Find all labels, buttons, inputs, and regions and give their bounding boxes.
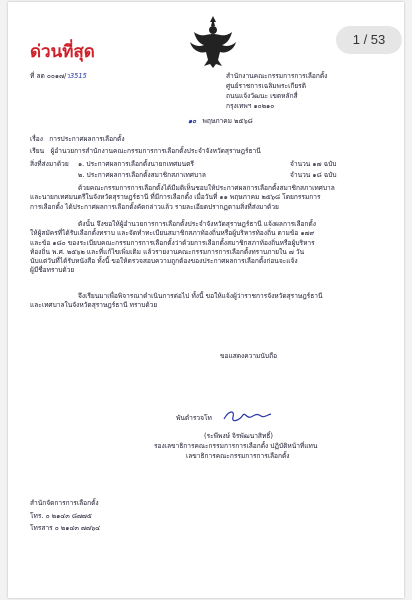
- paragraph-line: ด้วยคณะกรรมการการเลือกตั้งได้มีมติเห็นชอบให้ประกาศผลการเลือกตั้งสมาชิกสภาเทศบาล: [78, 184, 335, 192]
- paragraph-line: และนายกเทศมนตรีในจังหวัดสุราษฎร์ธานี ที่มีการเลือกตั้ง เมื่อวันที่ ๑๑ พฤษภาคม ๒๕๖๘ โดยกรรมการ: [30, 193, 321, 202]
- urgency-stamp: ด่วนที่สุด: [30, 42, 95, 62]
- signer-title-line: เลขาธิการคณะกรรมการการเลือกตั้ง: [186, 452, 290, 460]
- document-date: ๑๐ พฤษภาคม ๒๕๖๘: [188, 117, 253, 125]
- issuing-office: สำนักจัดการการเลือกตั้ง: [30, 499, 99, 507]
- sender-address-line: สำนักงานคณะกรรมการการเลือกตั้ง: [226, 72, 328, 80]
- document-page: [8, 2, 404, 598]
- enclosure-quantity: จำนวน ๑๗ ฉบับ: [290, 160, 337, 168]
- body-paragraph-1: [30, 184, 335, 212]
- sender-address-line: ศูนย์ราชการเฉลิมพระเกียรติ: [226, 82, 307, 90]
- paragraph-line: การเลือกตั้ง ได้ประกาศผลการเลือกตั้งคัดกล่าวแล้ว รายละเอียดปรากฏตามสิ่งที่ส่งมาด้วย: [30, 202, 279, 211]
- paragraph-line: ดังนั้น จึงขอให้ผู้อำนวยการการเลือกตั้งประจำจังหวัดสุราษฎร์ธานี แจ้งผลการเลือกตั้ง: [78, 220, 316, 228]
- enclosure-item: ๑. ประกาศผลการเลือกตั้งนายกเทศมนตรี: [78, 160, 194, 168]
- enclosure-label: สิ่งที่ส่งมาด้วย: [30, 160, 69, 168]
- paragraph-line: และเทศบาลในจังหวัดสุราษฎร์ธานี ทราบด้วย: [30, 301, 158, 310]
- sender-address-line: กรุงเทพฯ ๑๐๒๑๐: [226, 102, 275, 110]
- enclosure-quantity: จำนวน ๑๘ ฉบับ: [290, 171, 337, 179]
- paragraph-line: จึงเรียนมาเพื่อพิจารณาดำเนินการต่อไป ทั้งนี้ ขอให้แจ้งผู้ว่าราชการจังหวัดสุราษฎร์ธานี: [78, 292, 323, 300]
- garuda-emblem-icon: [184, 12, 242, 70]
- signer-title-line: รองเลขาธิการคณะกรรมการการเลือกตั้ง ปฏิบัติหน้าที่แทน: [154, 442, 318, 450]
- closing-phrase: ขอแสดงความนับถือ: [220, 352, 278, 360]
- recipient-line: เรียน ผู้อำนวยการสำนักงานคณะกรรมการการเลือกตั้งประจำจังหวัดสุราษฎร์ธานี: [30, 147, 261, 155]
- signature: [221, 407, 273, 425]
- body-paragraph-3: [30, 292, 322, 311]
- paragraph-line: และข้อ ๑๘๐ ของระเบียบคณะกรรมการการเลือกตั้งว่าด้วยการเลือกตั้งสมาชิกสภาท้องถิ่นหรือผู้บริหาร: [30, 238, 315, 247]
- paragraph-line: ให้ผู้สมัครที่ได้รับเลือกตั้งทราบ และจัดทำทะเบียนสมาชิกสภาท้องถิ่นหรือผู้บริหารท้องถิ่น ตามข้อ ๑๗๙: [30, 229, 315, 238]
- subject-line: เรื่อง การประกาศผลการเลือกตั้ง: [30, 135, 125, 143]
- page-indicator: 1 / 53: [336, 26, 402, 54]
- sender-address-line: ถนนแจ้งวัฒนะ เขตหลักสี่: [226, 92, 298, 100]
- reference-number: ที่ ลต ๐๐๑๗/ว3515: [30, 72, 87, 80]
- fax-number: โทรสาร ๐ ๒๑๔๓ ๗๗๖๔: [30, 524, 101, 532]
- rank-title: พันตำรวจโท: [176, 414, 212, 422]
- paragraph-line: นับแต่วันที่ได้รับหนังสือ ทั้งนี้ ขอให้ตรวจสอบความถูกต้องของประกาศผลการเลือกตั้งก่อนจะแจ้ง: [30, 257, 298, 266]
- body-paragraph-2: [30, 220, 316, 276]
- paragraph-line: ผู้มีชื่อทราบด้วย: [30, 266, 75, 275]
- signer-name: (ระพีพงษ์ จิรพัฒนาสิทธิ์): [204, 432, 273, 440]
- phone-number: โทร. ๐ ๒๑๔๓ ๘๗๗๕: [30, 512, 92, 520]
- paragraph-line: ท้องถิ่น พ.ศ. ๒๕๖๒ และที่แก้ไขเพิ่มเติม แล้วรายงานคณะกรรมการการเลือกตั้งทราบภายใน ๗ วัน: [30, 247, 305, 256]
- enclosure-item: ๒. ประกาศผลการเลือกตั้งสมาชิกสภาเทศบาล: [78, 171, 206, 179]
